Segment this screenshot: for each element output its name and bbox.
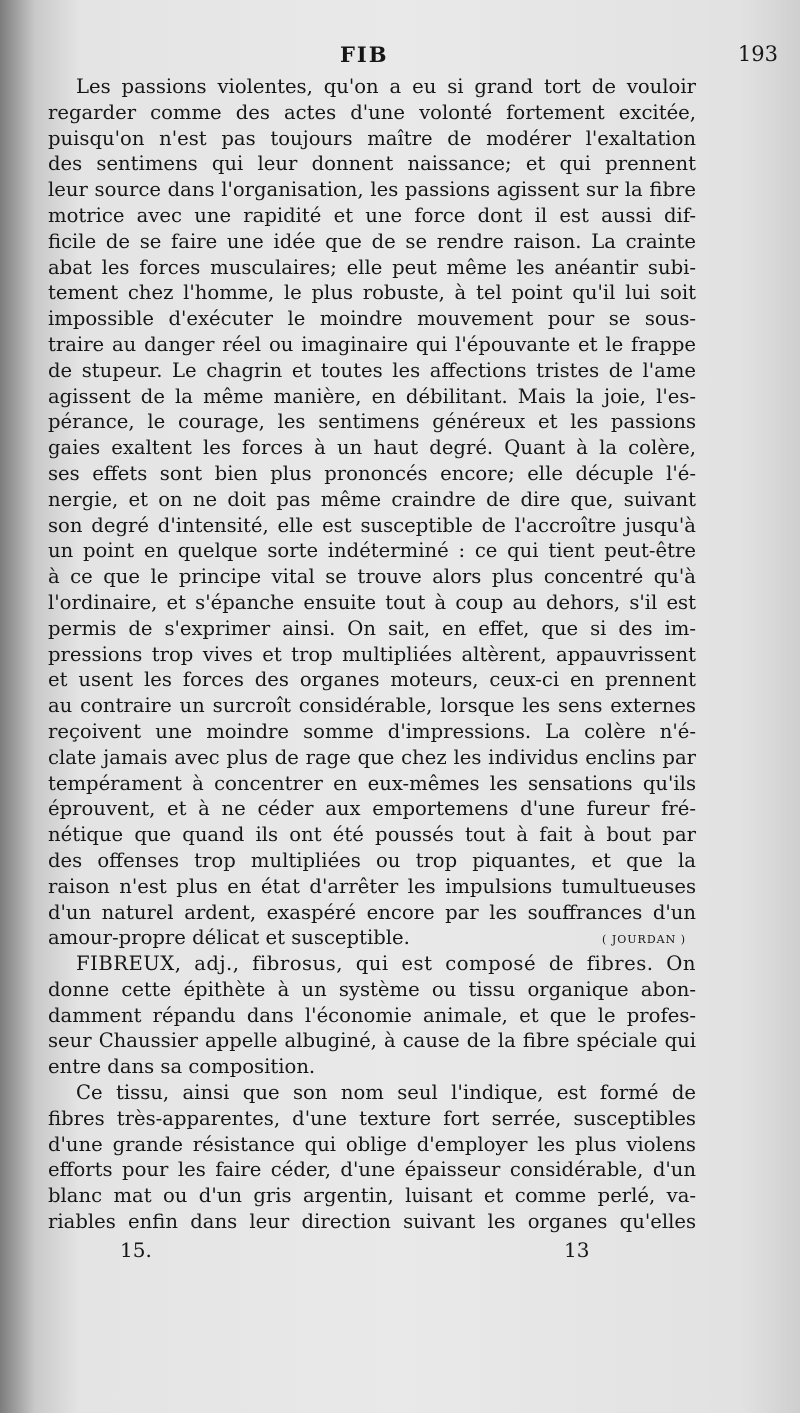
text-line: abat les forces musculaires; elle peut même les anéantir subi-	[48, 255, 696, 279]
paragraph-tissu	[48, 1080, 696, 1235]
text-line: Ce tissu, ainsi que son nom seul l'indique, est formé de	[76, 1081, 696, 1105]
text-line: damment répandu dans l'économie animale, et que le profes-	[48, 1003, 696, 1027]
body-text	[48, 74, 696, 1235]
text-line: agissent de la même manière, en débilitant. Mais la joie, l'es-	[48, 384, 696, 408]
paragraph-fibreux	[48, 951, 696, 1080]
text-line: d'un naturel ardent, exaspéré encore par les souffrances d'un	[48, 900, 696, 924]
text-line: motrice avec une rapidité et une force dont il est aussi dif-	[48, 203, 696, 227]
text-line: tempérament à concentrer en eux-mêmes les sensations qu'ils	[48, 771, 696, 795]
text-line: l'ordinaire, et s'épanche ensuite tout à coup au dehors, s'il est	[48, 590, 696, 614]
text-line-with-signature	[48, 925, 696, 951]
entry-headword-line: FIBREUX, adj., fibrosus, qui est composé de fibres. On	[76, 952, 696, 976]
text-line: pressions trop vives et trop multipliées altèrent, appauvrissent	[48, 642, 696, 666]
text-line: des sentimens qui leur donnent naissance; et qui prennent	[48, 152, 696, 176]
text-line: Les passions violentes, qu'on a eu si grand tort de vouloir	[76, 75, 696, 98]
text-line: puisqu'on n'est pas toujours maître de modérer l'exaltation	[48, 126, 696, 150]
text-line: tement chez l'homme, le plus robuste, à tel point qu'il lui soit	[48, 281, 696, 305]
author-signature: ( JOURDAN )	[602, 933, 686, 947]
text-line: permis de s'exprimer ainsi. On sait, en effet, que si des im-	[48, 616, 696, 640]
text-line: des offenses trop multipliées ou trop piquantes, et que la	[48, 848, 696, 872]
text-line: pérance, le courage, les sentimens généreux et les passions	[48, 410, 696, 434]
text-line: efforts pour les faire céder, d'une épaisseur considérable, d'un	[48, 1158, 696, 1182]
page-header	[0, 40, 800, 72]
text-line: nergie, et on ne doit pas même craindre de dire que, suivant	[48, 487, 696, 511]
running-head: FIB	[340, 42, 389, 67]
text-line: fibres très-apparentes, d'une texture fort serrée, susceptibles	[48, 1106, 696, 1130]
text-line: donne cette épithète à un système ou tissu organique abon-	[48, 977, 696, 1001]
text-line: et usent les forces des organes moteurs, ceux-ci en prennent	[48, 668, 696, 692]
text-line: seur Chaussier appelle albuginé, à cause de la fibre spéciale qui	[48, 1029, 696, 1053]
text-line: traire au danger réel ou imaginaire qui l'épouvante et le frappe	[48, 332, 696, 356]
page-number: 193	[737, 42, 778, 66]
text-line: amour-propre délicat et susceptible.	[48, 926, 410, 950]
page-footer	[0, 1238, 800, 1268]
text-line: d'une grande résistance qui oblige d'employer les plus violens	[48, 1132, 696, 1156]
text-line: riables enfin dans leur direction suivant les organes qu'elles	[48, 1210, 696, 1234]
text-line: ficile de se faire une idée que de se rendre raison. La crainte	[48, 229, 696, 253]
text-line: impossible d'exécuter le moindre mouvement pour se sous-	[48, 307, 696, 331]
text-line: ses effets sont bien plus prononcés encore; elle décuple l'é-	[48, 461, 696, 485]
text-line: reçoivent une moindre somme d'impressions. La colère n'é-	[48, 719, 696, 743]
text-line: éprouvent, et à ne céder aux emportemens d'une fureur fré-	[48, 797, 696, 821]
text-line: leur source dans l'organisation, les passions agissent sur la fibre	[48, 178, 696, 202]
text-line: à ce que le principe vital se trouve alors plus concentré qu'à	[48, 565, 696, 589]
sheet-number: 13	[564, 1238, 590, 1262]
signature-mark: 15.	[120, 1238, 152, 1262]
text-line: entre dans sa composition.	[48, 1055, 316, 1079]
text-line: son degré d'intensité, elle est susceptible de l'accroître jusqu'à	[48, 513, 696, 537]
text-line: gaies exaltent les forces à un haut degré. Quant à la colère,	[48, 436, 696, 460]
text-line: blanc mat ou d'un gris argentin, luisant et comme perlé, va-	[48, 1184, 696, 1208]
text-line: clate jamais avec plus de rage que chez les individus enclins par	[48, 745, 696, 769]
text-line: un point en quelque sorte indéterminé : ce qui tient peut-être	[48, 539, 696, 563]
text-line: au contraire un surcroît considérable, lorsque les sens externes	[48, 694, 696, 718]
text-line: de stupeur. Le chagrin et toutes les affections tristes de l'ame	[48, 358, 696, 382]
text-line: nétique que quand ils ont été poussés tout à fait à bout par	[48, 823, 696, 847]
paragraph-passions	[48, 74, 696, 951]
text-line: regarder comme des actes d'une volonté fortement excitée,	[48, 100, 696, 124]
text-line: raison n'est plus en état d'arrêter les impulsions tumultueuses	[48, 874, 696, 898]
